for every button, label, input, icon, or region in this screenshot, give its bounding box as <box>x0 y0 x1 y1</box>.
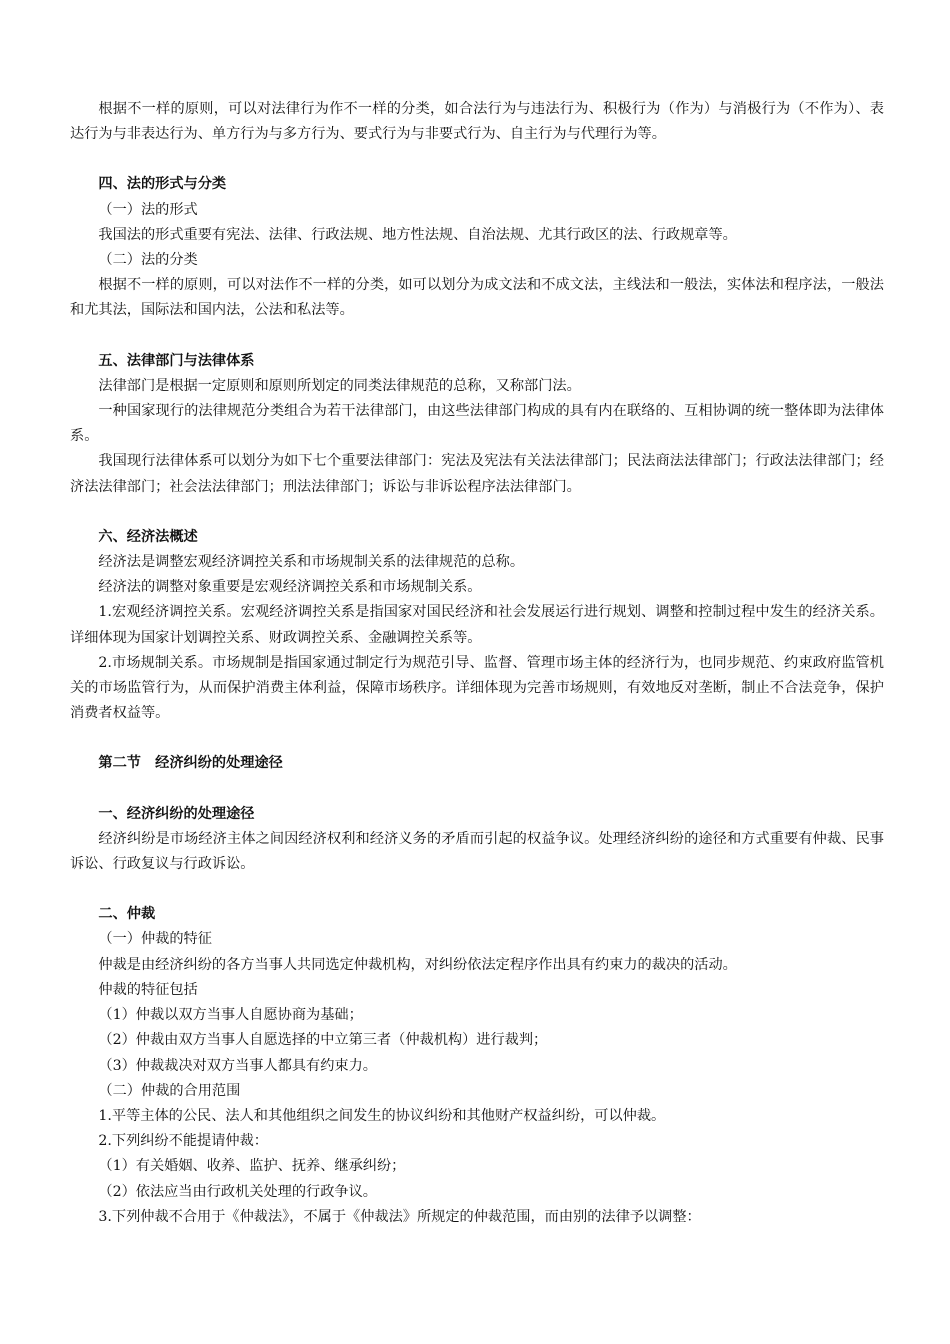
paragraph: 经济法是调整宏观经济调控关系和市场规制关系的法律规范的总称。 <box>98 554 525 571</box>
paragraph: （3）仲裁裁决对双方当事人都具有约束力。 <box>98 1057 377 1074</box>
paragraph: 2.市场规制关系。市场规制是指国家通过制定行为规范引导、监督、管理市场主体的经济行为，也同步规范、约束政府监管机关的市场监管行为，从而保护消费主体利益，保障市场秩序。详细体现为完善市场规则，有效地反对垄断，制止不合法竞争，保护消费者权益等。 <box>70 654 884 722</box>
section-spacer <box>70 500 884 525</box>
paragraph: 仲裁是由经济纠纷的各方当事人共同选定仲裁机构，对纠纷依法定程序作出具有约束力的裁决的活动。 <box>98 956 737 973</box>
paragraph: 经济纠纷是市场经济主体之间因经济权利和经济义务的矛盾而引起的权益争议。处理经济纠纷的途径和方式重要有仲裁、民事诉讼、行政复议与行政诉讼。 <box>70 830 884 873</box>
paragraph: 1.平等主体的公民、法人和其他组织之间发生的协议纠纷和其他财产权益纠纷，可以仲裁。 <box>98 1107 666 1124</box>
paragraph: 法律部门是根据一定原则和原则所划定的同类法律规范的总称，又称部门法。 <box>98 377 581 394</box>
paragraph: （一）仲裁的特征 <box>98 931 212 948</box>
section-spacer <box>70 877 884 902</box>
paragraph: 仲裁的特征包括 <box>98 981 198 998</box>
section-spacer <box>70 726 884 751</box>
paragraph: （一）法的形式 <box>98 201 198 218</box>
paragraph: （2）仲裁由双方当事人自愿选择的中立第三者（仲裁机构）进行裁判； <box>98 1032 548 1049</box>
paragraph: （1）有关婚姻、收养、监护、抚养、继承纠纷； <box>98 1158 406 1175</box>
paragraph: 经济法的调整对象重要是宏观经济调控关系和市场规制关系。 <box>98 579 482 596</box>
section-spacer <box>70 777 884 802</box>
section-spacer <box>70 147 884 172</box>
paragraph: （二）仲裁的合用范围 <box>98 1082 241 1099</box>
paragraph: （二）法的分类 <box>98 252 198 269</box>
paragraph: 2.下列纠纷不能提请仲裁： <box>98 1133 268 1150</box>
section-heading: 第二节 经济纠纷的处理途径 <box>98 755 283 772</box>
paragraph: 一种国家现行的法律规范分类组合为若干法律部门，由这些法律部门构成的具有内在联络的、互相协调的统一整体即为法律体系。 <box>70 403 884 445</box>
section-heading: 六、经济法概述 <box>98 528 198 545</box>
paragraph: 3.下列仲裁不合用于《仲裁法》，不属于《仲裁法》所规定的仲裁范围，而由别的法律予以调整： <box>98 1208 701 1225</box>
paragraph: （1）仲裁以双方当事人自愿协商为基础； <box>98 1007 363 1024</box>
section-heading: 四、法的形式与分类 <box>98 176 227 193</box>
section-spacer <box>70 324 884 349</box>
paragraph: 根据不一样的原则，可以对法作不一样的分类，如可以划分为成文法和不成文法，主线法和一般法，实体法和程序法，一般法和尤其法，国际法和国内法，公法和私法等。 <box>70 277 884 319</box>
document-body <box>70 97 884 1230</box>
paragraph: 我国现行法律体系可以划分为如下七个重要法律部门：宪法及宪法有关法法律部门；民法商法法律部门；行政法法律部门；经济法法律部门；社会法法律部门；刑法法律部门；诉讼与非诉讼程序法法律部门。 <box>70 453 884 495</box>
section-heading: 五、法律部门与法律体系 <box>98 352 255 369</box>
section-heading: 一、经济纠纷的处理途径 <box>98 805 255 822</box>
section-heading: 二、仲裁 <box>98 906 156 923</box>
paragraph: 我国法的形式重要有宪法、法律、行政法规、地方性法规、自治法规、尤其行政区的法、行政规章等。 <box>98 226 737 243</box>
paragraph: 1.宏观经济调控关系。宏观经济调控关系是指国家对国民经济和社会发展运行进行规划、调整和控制过程中发生的经济关系。详细体现为国家计划调控关系、财政调控关系、金融调控关系等。 <box>70 604 884 646</box>
paragraph: 根据不一样的原则，可以对法律行为作不一样的分类，如合法行为与违法行为、积极行为（作为）与消极行为（不作为）、表达行为与非表达行为、单方行为与多方行为、要式行为与非要式行为、自主行为与代理行为等。 <box>70 101 884 143</box>
paragraph: （2）依法应当由行政机关处理的行政争议。 <box>98 1183 377 1200</box>
